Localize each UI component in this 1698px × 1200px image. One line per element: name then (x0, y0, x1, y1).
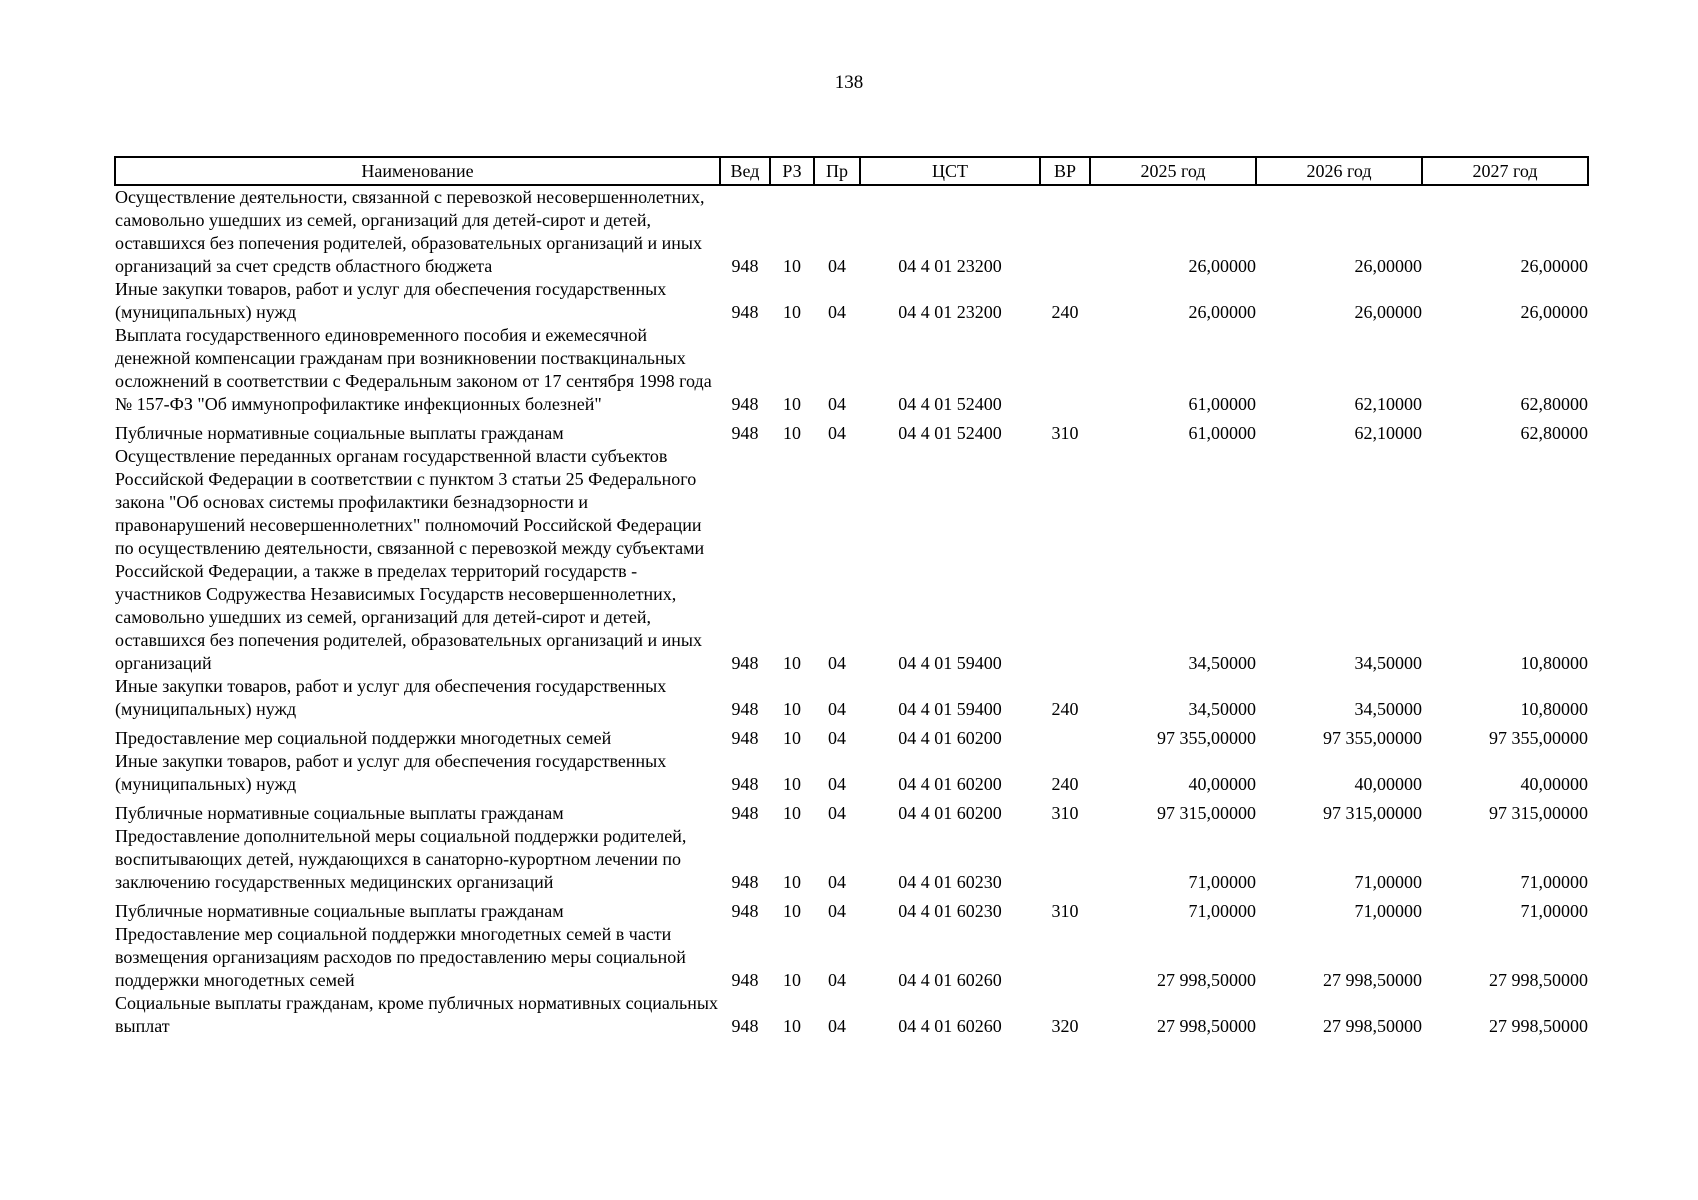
row-value-2027: 71,00000 (1520, 901, 1588, 921)
row-name: Выплата государственного единовременного пособия и ежемесячной денежной компенсации гражданам при возникновении поствакцинальных осложнений в соответствии с Федеральным законом от 17 сентября 1998 года № 157-ФЗ "Об иммунопрофилактике инфекционных болезней" (115, 325, 712, 414)
table-header-row (115, 157, 1588, 185)
row-value-2025: 34,50000 (1188, 699, 1256, 719)
row-rz: 10 (783, 1016, 801, 1036)
row-name: Иные закупки товаров, работ и услуг для обеспечения государственных (муниципальных) нужд (115, 751, 667, 794)
row-ved: 948 (731, 653, 759, 673)
row-pr: 04 (828, 256, 846, 276)
row-rz: 10 (783, 970, 801, 990)
row-value-2025: 97 355,00000 (1157, 728, 1256, 748)
row-value-2027: 62,80000 (1520, 423, 1588, 443)
row-name: Иные закупки товаров, работ и услуг для обеспечения государственных (муниципальных) нужд (115, 676, 667, 719)
row-vr: 310 (1051, 423, 1079, 443)
row-name: Социальные выплаты гражданам, кроме публичных нормативных социальных выплат (115, 993, 718, 1036)
header-vr: ВР (1040, 157, 1090, 185)
row-vr: 240 (1051, 699, 1079, 719)
table-row (115, 278, 1588, 324)
row-ved: 948 (731, 699, 759, 719)
row-value-2027: 97 355,00000 (1489, 728, 1588, 748)
row-pr: 04 (828, 653, 846, 673)
table-row (115, 445, 1588, 675)
row-pr: 04 (828, 728, 846, 748)
row-ved: 948 (731, 256, 759, 276)
row-pr: 04 (828, 803, 846, 823)
row-value-2025: 34,50000 (1188, 653, 1256, 673)
row-ved: 948 (731, 423, 759, 443)
row-ved: 948 (731, 901, 759, 921)
row-rz: 10 (783, 803, 801, 823)
row-cst: 04 4 01 52400 (898, 394, 1002, 414)
row-vr (1040, 721, 1090, 750)
table-row (115, 721, 1588, 750)
header-ved: Вед (720, 157, 770, 185)
row-value-2025: 71,00000 (1188, 901, 1256, 921)
row-name: Осуществление переданных органам государственной власти субъектов Российской Федерации в соответствии с пунктом 3 статьи 25 Федерального закона "Об основах системы профилактики безнадзорности и правонарушений несовершеннолетних" полномочий Российской Федерации по осуществлению деятельности, связанной с перевозкой между субъектами Российской Федерации, а также в пределах территорий государств - участников Содружества Независимых Государств несовершеннолетних, самовольно ушедших из семей, организаций для детей-сирот и детей, оставшихся без попечения родителей, образовательных организаций и иных организаций (115, 446, 705, 673)
header-pr: Пр (814, 157, 860, 185)
row-value-2027: 26,00000 (1520, 302, 1588, 322)
row-value-2025: 61,00000 (1188, 423, 1256, 443)
row-rz: 10 (783, 774, 801, 794)
row-name: Иные закупки товаров, работ и услуг для обеспечения государственных (муниципальных) нужд (115, 279, 667, 322)
row-rz: 10 (783, 901, 801, 921)
row-value-2026: 71,00000 (1354, 872, 1422, 892)
row-vr (1040, 185, 1090, 278)
row-value-2027: 10,80000 (1520, 653, 1588, 673)
row-vr: 310 (1051, 803, 1079, 823)
header-cst: ЦСТ (860, 157, 1040, 185)
row-ved: 948 (731, 970, 759, 990)
row-pr: 04 (828, 901, 846, 921)
row-value-2027: 40,00000 (1520, 774, 1588, 794)
table-row (115, 796, 1588, 825)
row-cst: 04 4 01 59400 (898, 653, 1002, 673)
row-value-2026: 34,50000 (1354, 699, 1422, 719)
row-value-2027: 97 315,00000 (1489, 803, 1588, 823)
row-value-2026: 26,00000 (1354, 256, 1422, 276)
row-ved: 948 (731, 774, 759, 794)
table-row (115, 675, 1588, 721)
row-rz: 10 (783, 872, 801, 892)
row-vr: 240 (1051, 302, 1079, 322)
row-vr (1040, 825, 1090, 894)
header-2025: 2025 год (1090, 157, 1256, 185)
row-pr: 04 (828, 394, 846, 414)
row-rz: 10 (783, 394, 801, 414)
row-cst: 04 4 01 60200 (898, 728, 1002, 748)
row-value-2027: 62,80000 (1520, 394, 1588, 414)
row-vr (1040, 923, 1090, 992)
row-value-2026: 62,10000 (1354, 423, 1422, 443)
page-number: 138 (834, 72, 864, 93)
row-pr: 04 (828, 970, 846, 990)
row-ved: 948 (731, 302, 759, 322)
table-row (115, 324, 1588, 416)
row-vr: 310 (1051, 901, 1079, 921)
row-vr: 320 (1051, 1016, 1079, 1036)
row-rz: 10 (783, 728, 801, 748)
row-cst: 04 4 01 60260 (898, 970, 1002, 990)
row-pr: 04 (828, 423, 846, 443)
row-value-2026: 71,00000 (1354, 901, 1422, 921)
row-name: Публичные нормативные социальные выплаты гражданам (115, 803, 564, 823)
row-pr: 04 (828, 302, 846, 322)
row-pr: 04 (828, 699, 846, 719)
row-value-2026: 34,50000 (1354, 653, 1422, 673)
row-rz: 10 (783, 699, 801, 719)
row-cst: 04 4 01 23200 (898, 302, 1002, 322)
row-name: Предоставление мер социальной поддержки многодетных семей (115, 728, 612, 748)
row-name: Публичные нормативные социальные выплаты гражданам (115, 901, 564, 921)
row-rz: 10 (783, 653, 801, 673)
row-pr: 04 (828, 774, 846, 794)
row-value-2027: 71,00000 (1520, 872, 1588, 892)
table-row (115, 923, 1588, 992)
row-value-2027: 26,00000 (1520, 256, 1588, 276)
row-value-2025: 71,00000 (1188, 872, 1256, 892)
row-cst: 04 4 01 60230 (898, 872, 1002, 892)
budget-table (114, 156, 1589, 1038)
row-value-2026: 62,10000 (1354, 394, 1422, 414)
row-value-2026: 97 355,00000 (1323, 728, 1422, 748)
row-name: Предоставление мер социальной поддержки многодетных семей в части возмещения организациям расходов по предоставлению меры социальной поддержки многодетных семей (115, 924, 686, 990)
table-row (115, 416, 1588, 445)
row-value-2025: 40,00000 (1188, 774, 1256, 794)
row-pr: 04 (828, 1016, 846, 1036)
row-cst: 04 4 01 60230 (898, 901, 1002, 921)
row-cst: 04 4 01 59400 (898, 699, 1002, 719)
row-value-2027: 27 998,50000 (1489, 1016, 1588, 1036)
table-row (115, 894, 1588, 923)
table-row (115, 992, 1588, 1038)
row-cst: 04 4 01 60200 (898, 803, 1002, 823)
row-ved: 948 (731, 728, 759, 748)
row-rz: 10 (783, 423, 801, 443)
row-ved: 948 (731, 872, 759, 892)
row-value-2025: 61,00000 (1188, 394, 1256, 414)
row-pr: 04 (828, 872, 846, 892)
row-rz: 10 (783, 302, 801, 322)
row-value-2026: 97 315,00000 (1323, 803, 1422, 823)
header-rz: РЗ (770, 157, 814, 185)
row-vr (1040, 324, 1090, 416)
row-cst: 04 4 01 23200 (898, 256, 1002, 276)
row-cst: 04 4 01 60260 (898, 1016, 1002, 1036)
row-name: Публичные нормативные социальные выплаты гражданам (115, 423, 564, 443)
row-value-2026: 27 998,50000 (1323, 1016, 1422, 1036)
row-ved: 948 (731, 1016, 759, 1036)
row-value-2027: 10,80000 (1520, 699, 1588, 719)
row-ved: 948 (731, 394, 759, 414)
row-value-2025: 27 998,50000 (1157, 970, 1256, 990)
row-cst: 04 4 01 60200 (898, 774, 1002, 794)
row-value-2026: 40,00000 (1354, 774, 1422, 794)
row-value-2025: 27 998,50000 (1157, 1016, 1256, 1036)
header-2026: 2026 год (1256, 157, 1422, 185)
header-name: Наименование (115, 157, 720, 185)
row-cst: 04 4 01 52400 (898, 423, 1002, 443)
row-name: Осуществление деятельности, связанной с перевозкой несовершеннолетних, самовольно ушедших из семей, организаций для детей-сирот и детей, оставшихся без попечения родителей, образовательных организаций и иных организаций за счет средств областного бюджета (115, 187, 705, 276)
table-row (115, 825, 1588, 894)
table-row (115, 750, 1588, 796)
header-2027: 2027 год (1422, 157, 1588, 185)
row-value-2027: 27 998,50000 (1489, 970, 1588, 990)
row-vr (1040, 445, 1090, 675)
table-row (115, 185, 1588, 278)
row-name: Предоставление дополнительной меры социальной поддержки родителей, воспитывающих детей, нуждающихся в санаторно-курортном лечении по заключению государственных медицинских организаций (115, 826, 687, 892)
row-value-2025: 26,00000 (1188, 302, 1256, 322)
row-vr: 240 (1051, 774, 1079, 794)
row-rz: 10 (783, 256, 801, 276)
row-value-2026: 26,00000 (1354, 302, 1422, 322)
row-value-2025: 26,00000 (1188, 256, 1256, 276)
row-ved: 948 (731, 803, 759, 823)
row-value-2025: 97 315,00000 (1157, 803, 1256, 823)
row-value-2026: 27 998,50000 (1323, 970, 1422, 990)
